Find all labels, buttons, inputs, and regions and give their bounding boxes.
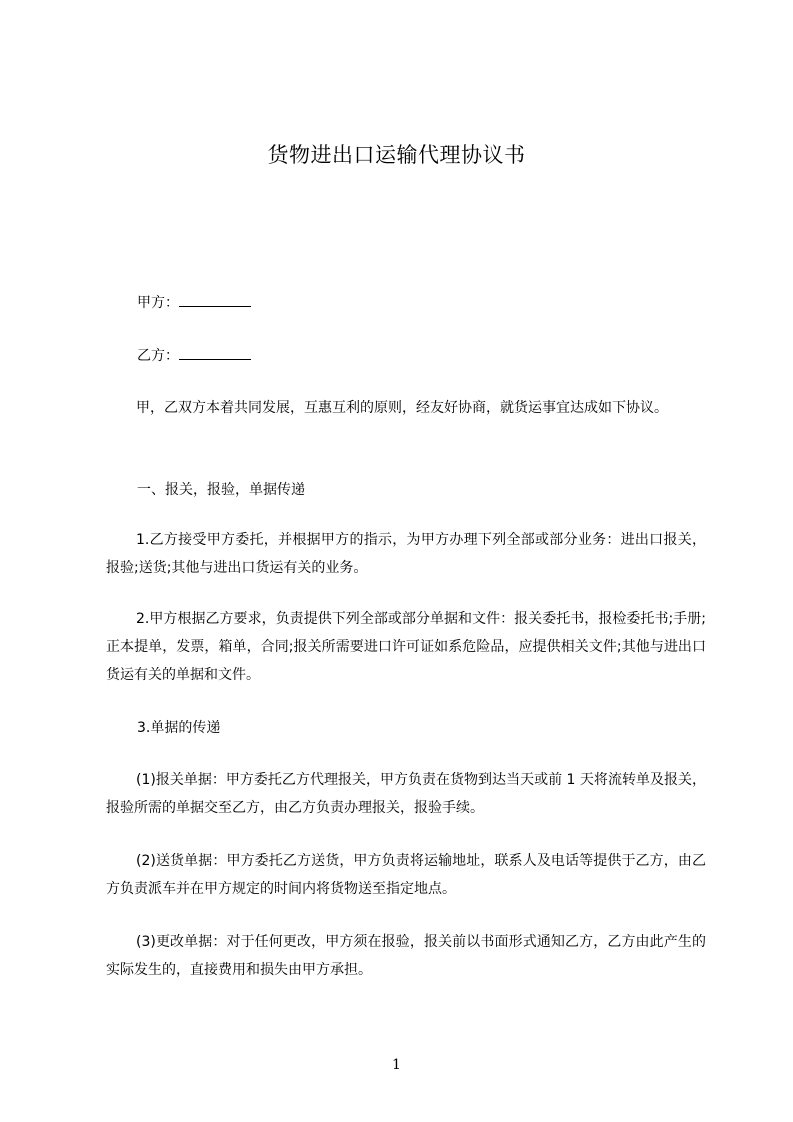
- section-1-heading: 一、报关，报验，单据传递: [137, 482, 305, 498]
- party-b-label: 乙方：: [137, 348, 179, 364]
- clause-3-3-paragraph: (3)更改单据：对于任何更改，甲方须在报验，报关前以书面形式通知乙方，乙方由此产生的实际发生的，直接费用和损失由甲方承担。: [106, 934, 706, 978]
- party-a-blank: [179, 292, 251, 307]
- intro-paragraph: 甲，乙双方本着共同发展，互惠互利的原则，经友好协商，就货运事宜达成如下协议。: [136, 400, 668, 416]
- party-a-line: [137, 292, 251, 313]
- clause-3-heading: 3.单据的传递: [137, 720, 221, 736]
- page-number: 1: [392, 1057, 401, 1073]
- document-title: 货物进出口运输代理协议书: [267, 143, 526, 167]
- party-b-line: [137, 345, 251, 366]
- clause-3-2-paragraph: (2)送货单据：甲方委托乙方送货，甲方负责将运输地址，联系人及电话等提供于乙方，由乙方负责派车并在甲方规定的时间内将货物送至指定地点。: [106, 853, 706, 897]
- clause-2-paragraph: 2.甲方根据乙方要求，负责提供下列全部或部分单据和文件：报关委托书，报检委托书;手册;正本提单，发票，箱单，合同;报关所需要进口许可证如系危险品，应提供相关文件;其他与进出口货运有关的单据和文件。: [106, 611, 706, 683]
- party-b-blank: [179, 345, 251, 360]
- clause-1-paragraph: 1.乙方接受甲方委托，并根据甲方的指示，为甲方办理下列全部或部分业务：进出口报关，报验;送货;其他与进出口货运有关的业务。: [106, 532, 706, 576]
- party-a-label: 甲方：: [137, 295, 179, 311]
- clause-3-1-paragraph: (1)报关单据：甲方委托乙方代理报关，甲方负责在货物到达当天或前 1 天将流转单及报关，报验所需的单据交至乙方，由乙方负责办理报关，报验手续。: [106, 772, 706, 816]
